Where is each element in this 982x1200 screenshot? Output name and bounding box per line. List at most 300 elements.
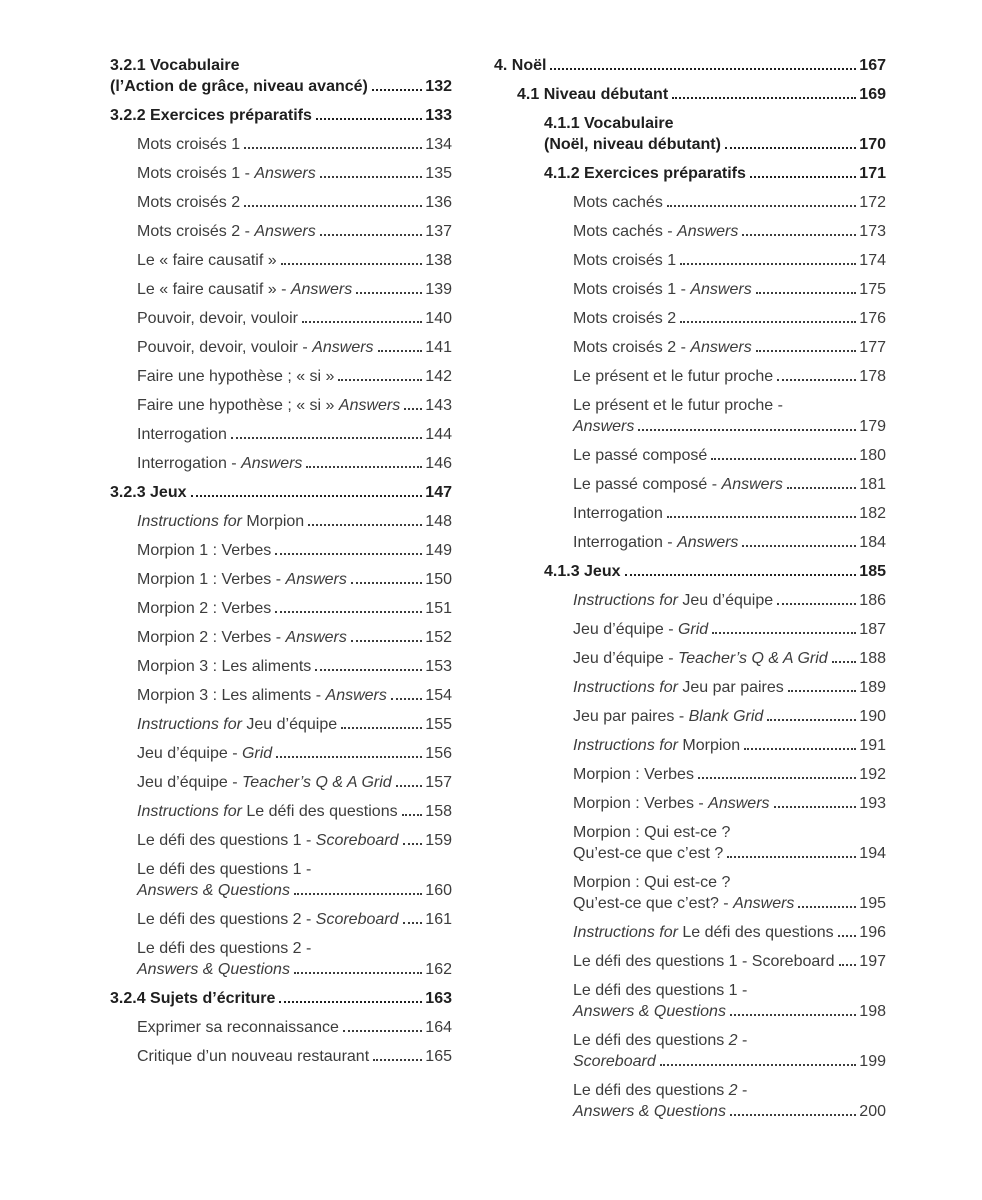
toc-entry: [573, 221, 886, 242]
dot-leader: [667, 205, 856, 207]
toc-entry: [137, 685, 452, 706]
toc-entry-line: [573, 872, 886, 893]
page-number: 172: [859, 194, 886, 211]
dot-leader: [244, 147, 422, 149]
dot-leader: [281, 263, 423, 265]
toc-entry: [137, 250, 452, 271]
toc-entry-line: [573, 677, 886, 698]
page-number: 161: [425, 911, 452, 928]
dot-leader: [306, 466, 422, 468]
page-number: 135: [425, 165, 452, 182]
toc-entry-line: [573, 221, 886, 242]
toc-entry-line: [573, 474, 886, 495]
dot-leader: [373, 1059, 422, 1061]
toc-entry-line: [137, 685, 452, 706]
dot-leader: [698, 777, 856, 779]
toc-entry-line: [137, 511, 452, 532]
page-number: 169: [859, 86, 886, 103]
toc-entry: [573, 503, 886, 524]
page-number: 158: [425, 803, 452, 820]
entry-title: Morpion 3 : Les aliments: [137, 658, 312, 675]
toc-entry-line: [573, 951, 886, 972]
entry-title: Scoreboard: [573, 1053, 656, 1070]
toc-entry: [137, 1017, 452, 1038]
page-number: 192: [859, 766, 886, 783]
entry-title: Morpion 2 : Verbes - Answers: [137, 629, 347, 646]
dot-leader: [276, 756, 422, 758]
dot-leader: [372, 89, 422, 91]
page-number: 156: [425, 745, 452, 762]
page-number: 190: [859, 708, 886, 725]
dot-leader: [315, 669, 422, 671]
toc-entry: [137, 337, 452, 358]
dot-leader: [777, 379, 856, 381]
entry-title: Mots croisés 1 - Answers: [137, 165, 316, 182]
dot-leader: [391, 698, 422, 700]
toc-entry-line: [573, 980, 886, 1001]
dot-leader: [660, 1064, 857, 1066]
dot-leader: [756, 292, 857, 294]
page-number: 142: [425, 368, 452, 385]
toc-entry: [573, 590, 886, 611]
entry-title: Morpion 2 : Verbes: [137, 600, 272, 617]
toc-entry-line: [110, 988, 452, 1009]
toc-entry-line: [517, 84, 886, 105]
toc-entry: [573, 279, 886, 300]
toc-entry-line: [137, 569, 452, 590]
toc-entry: [137, 569, 452, 590]
page-number: 173: [859, 223, 886, 240]
toc-entry-line: [137, 938, 452, 959]
entry-title: Jeu d’équipe - Grid: [573, 621, 709, 638]
toc-entry: [137, 279, 452, 300]
entry-title: Faire une hypothèse ; « si »: [137, 368, 335, 385]
dot-leader: [667, 516, 856, 518]
toc-entry-line: [110, 76, 452, 97]
entry-title: Le défi des questions 2 - Scoreboard: [137, 911, 399, 928]
toc-entry: [573, 474, 886, 495]
toc-entry-line: [573, 793, 886, 814]
dot-leader: [767, 719, 856, 721]
entry-title: Morpion 1 : Verbes - Answers: [137, 571, 347, 588]
toc-entry: [573, 192, 886, 213]
entry-title: Le défi des questions 1 -: [573, 982, 748, 999]
page-number: 185: [859, 563, 886, 580]
entry-title: (l’Action de grâce, niveau avancé): [110, 78, 368, 95]
toc-entry-line: [137, 959, 452, 980]
page-number: 189: [859, 679, 886, 696]
page-number: 154: [425, 687, 452, 704]
page-number: 159: [425, 832, 452, 849]
toc-entry: [137, 743, 452, 764]
entry-title: 3.2.4 Sujets d’écriture: [110, 990, 276, 1007]
dot-leader: [404, 408, 422, 410]
page-number: 138: [425, 252, 452, 269]
entry-title: Le défi des questions 1 - Scoreboard: [573, 953, 835, 970]
toc-entry-line: [573, 764, 886, 785]
entry-title: 4.1 Niveau débutant: [517, 86, 669, 103]
toc-entry: [573, 366, 886, 387]
dot-leader: [838, 935, 857, 937]
toc-entry-line: [544, 113, 886, 134]
page-number: 132: [425, 78, 452, 95]
toc-entry-line: [573, 706, 886, 727]
toc-entry: [544, 561, 886, 582]
entry-title: Le défi des questions 2 -: [573, 1032, 748, 1049]
page-number: 165: [425, 1048, 452, 1065]
toc-entry: [137, 656, 452, 677]
dot-leader: [244, 205, 422, 207]
toc-entry-line: [573, 1080, 886, 1101]
page-number: 143: [425, 397, 452, 414]
toc-entry: [573, 1030, 886, 1072]
toc-entry: [137, 192, 452, 213]
toc-entry-line: [137, 366, 452, 387]
toc-entry: [110, 55, 452, 97]
dot-leader: [396, 785, 423, 787]
toc-entry: [137, 627, 452, 648]
entry-title: Instructions for Le défi des questions: [573, 924, 834, 941]
dot-leader: [343, 1030, 422, 1032]
toc-entry: [137, 453, 452, 474]
entry-title: Qu’est-ce que c’est? - Answers: [573, 895, 795, 912]
dot-leader: [839, 964, 857, 966]
toc-entry-line: [137, 337, 452, 358]
entry-title: 3.2.2 Exercices préparatifs: [110, 107, 312, 124]
entry-title: Answers: [573, 418, 635, 435]
toc-entry-line: [544, 561, 886, 582]
entry-title: Le défi des questions 1 -: [137, 861, 312, 878]
toc-entry: [137, 308, 452, 329]
page-number: 163: [425, 990, 452, 1007]
entry-title: Mots croisés 1: [573, 252, 677, 269]
toc-entry-line: [573, 648, 886, 669]
entry-title: Le défi des questions 2 -: [573, 1082, 748, 1099]
entry-title: Instructions for Jeu par paires: [573, 679, 784, 696]
toc-entry-line: [573, 366, 886, 387]
toc-entry: [573, 395, 886, 437]
toc-entry-line: [573, 532, 886, 553]
toc-entry: [573, 793, 886, 814]
page-number: 179: [859, 418, 886, 435]
toc-entry-line: [137, 598, 452, 619]
dot-leader: [320, 234, 423, 236]
dot-leader: [316, 118, 422, 120]
dot-leader: [308, 524, 422, 526]
page-number: 177: [859, 339, 886, 356]
toc-entry-line: [573, 445, 886, 466]
dot-leader: [351, 640, 422, 642]
entry-title: Mots croisés 2 - Answers: [573, 339, 752, 356]
dot-leader: [191, 495, 423, 497]
toc-entry: [137, 221, 452, 242]
entry-title: Mots cachés: [573, 194, 663, 211]
dot-leader: [788, 690, 857, 692]
toc-entry: [137, 395, 452, 416]
dot-leader: [338, 379, 422, 381]
toc-entry-line: [137, 830, 452, 851]
entry-title: Morpion : Qui est-ce ?: [573, 824, 731, 841]
entry-title: Le présent et le futur proche: [573, 368, 774, 385]
toc-entry-line: [137, 1017, 452, 1038]
dot-leader: [672, 97, 856, 99]
entry-title: 4.1.1 Vocabulaire: [544, 115, 674, 132]
page-number: 155: [425, 716, 452, 733]
entry-title: Morpion 1 : Verbes: [137, 542, 272, 559]
page-number: 187: [859, 621, 886, 638]
entry-title: Mots croisés 2: [137, 194, 241, 211]
toc-entry: [137, 598, 452, 619]
toc-entry-line: [137, 743, 452, 764]
page-number: 146: [425, 455, 452, 472]
toc-entry: [137, 772, 452, 793]
entry-title: 4. Noël: [494, 57, 547, 74]
toc-entry: [110, 105, 452, 126]
toc-entry-line: [573, 1051, 886, 1072]
page-number: 150: [425, 571, 452, 588]
entry-title: Jeu d’équipe - Teacher’s Q & A Grid: [137, 774, 392, 791]
entry-title: Exprimer sa reconnaissance: [137, 1019, 339, 1036]
toc-entry-line: [137, 909, 452, 930]
toc-entry-line: [137, 714, 452, 735]
entry-title: Le défi des questions 2 -: [137, 940, 312, 957]
toc-entry-line: [573, 337, 886, 358]
dot-leader: [625, 574, 857, 576]
dot-leader: [638, 429, 856, 431]
toc-entry-line: [573, 893, 886, 914]
toc-entry: [517, 84, 886, 105]
page-number: 199: [859, 1053, 886, 1070]
dot-leader: [356, 292, 422, 294]
entry-title: Le défi des questions 1 - Scoreboard: [137, 832, 399, 849]
page-number: 162: [425, 961, 452, 978]
page-number: 174: [859, 252, 886, 269]
page-number: 193: [859, 795, 886, 812]
page-number: 136: [425, 194, 452, 211]
toc-entry: [573, 764, 886, 785]
dot-leader: [231, 437, 422, 439]
toc-entry-line: [573, 922, 886, 943]
toc-entry: [573, 337, 886, 358]
entry-title: Instructions for Jeu d’équipe: [573, 592, 774, 609]
dot-leader: [727, 856, 856, 858]
toc-entry: [573, 735, 886, 756]
toc-entry: [573, 308, 886, 329]
entry-title: 3.2.3 Jeux: [110, 484, 187, 501]
toc-entry-line: [544, 134, 886, 155]
page-number: 152: [425, 629, 452, 646]
dot-leader: [742, 545, 856, 547]
dot-leader: [711, 458, 856, 460]
entry-title: Answers & Questions: [137, 961, 290, 978]
page-number: 157: [425, 774, 452, 791]
entry-title: Critique d’un nouveau restaurant: [137, 1048, 370, 1065]
entry-title: Morpion 3 : Les aliments - Answers: [137, 687, 387, 704]
entry-title: Mots croisés 1: [137, 136, 241, 153]
page-number: 139: [425, 281, 452, 298]
dot-leader: [403, 922, 423, 924]
dot-leader: [730, 1014, 856, 1016]
toc-entry-line: [573, 503, 886, 524]
dot-leader: [275, 553, 422, 555]
toc-entry-line: [573, 1001, 886, 1022]
entry-title: 4.1.2 Exercices préparatifs: [544, 165, 746, 182]
toc-entry: [573, 445, 886, 466]
dot-leader: [777, 603, 856, 605]
dot-leader: [730, 1114, 856, 1116]
toc-entry: [137, 511, 452, 532]
page-number: 144: [425, 426, 452, 443]
toc-entry-line: [573, 822, 886, 843]
toc-entry: [573, 980, 886, 1022]
dot-leader: [712, 632, 856, 634]
dot-leader: [787, 487, 856, 489]
toc-entry: [137, 859, 452, 901]
toc-entry-line: [573, 735, 886, 756]
toc-entry-line: [137, 163, 452, 184]
toc-entry: [573, 922, 886, 943]
toc-entry: [137, 424, 452, 445]
entry-title: Answers & Questions: [573, 1003, 726, 1020]
entry-title: 4.1.3 Jeux: [544, 563, 621, 580]
entry-title: Mots croisés 2 - Answers: [137, 223, 316, 240]
toc-entry: [573, 532, 886, 553]
page-number: 182: [859, 505, 886, 522]
page-number: 178: [859, 368, 886, 385]
toc-entry: [573, 706, 886, 727]
page-number: 147: [425, 484, 452, 501]
toc-entry-line: [137, 453, 452, 474]
page-number: 160: [425, 882, 452, 899]
toc-entry-line: [573, 1030, 886, 1051]
page-number: 134: [425, 136, 452, 153]
page-number: 200: [859, 1103, 886, 1120]
toc-entry: [494, 55, 886, 76]
entry-title: Morpion : Verbes - Answers: [573, 795, 770, 812]
page-number: 195: [859, 895, 886, 912]
toc-entry: [137, 366, 452, 387]
entry-title: Interrogation - Answers: [137, 455, 303, 472]
page-number: 170: [859, 136, 886, 153]
toc-entry-line: [573, 590, 886, 611]
entry-title: Instructions for Morpion: [137, 513, 305, 530]
toc-entry-line: [110, 105, 452, 126]
toc-entry-line: [573, 192, 886, 213]
toc-entry-line: [137, 279, 452, 300]
toc-entry-line: [110, 482, 452, 503]
toc-entry-line: [110, 55, 452, 76]
dot-leader: [550, 68, 856, 70]
page-number: 186: [859, 592, 886, 609]
entry-title: Le passé composé - Answers: [573, 476, 783, 493]
page-number: 180: [859, 447, 886, 464]
toc-entry-line: [137, 395, 452, 416]
page-number: 149: [425, 542, 452, 559]
entry-title: Instructions for Jeu d’équipe: [137, 716, 338, 733]
toc-entry: [137, 540, 452, 561]
page-number: 175: [859, 281, 886, 298]
page-number: 188: [859, 650, 886, 667]
entry-title: Jeu par paires - Blank Grid: [573, 708, 764, 725]
page-number: 198: [859, 1003, 886, 1020]
toc-entry: [573, 648, 886, 669]
toc-entry-line: [573, 1101, 886, 1122]
toc-entry-line: [137, 424, 452, 445]
entry-title: Interrogation: [137, 426, 227, 443]
toc-entry-line: [137, 772, 452, 793]
entry-title: Interrogation - Answers: [573, 534, 739, 551]
page-number: 184: [859, 534, 886, 551]
page-number: 133: [425, 107, 452, 124]
toc-column-left: [110, 55, 452, 1130]
dot-leader: [832, 661, 857, 663]
entry-title: Le « faire causatif »: [137, 252, 277, 269]
toc-entry-line: [137, 134, 452, 155]
entry-title: Jeu d’équipe - Teacher’s Q & A Grid: [573, 650, 828, 667]
toc-entry-line: [544, 163, 886, 184]
entry-title: (Noël, niveau débutant): [544, 136, 721, 153]
page-number: 153: [425, 658, 452, 675]
toc-entry-line: [573, 308, 886, 329]
page-number: 151: [425, 600, 452, 617]
dot-leader: [774, 806, 857, 808]
dot-leader: [742, 234, 856, 236]
toc-entry: [573, 677, 886, 698]
toc-entry: [573, 1080, 886, 1122]
toc-entry: [137, 163, 452, 184]
dot-leader: [294, 972, 422, 974]
toc-entry-line: [137, 540, 452, 561]
toc-entry-line: [137, 192, 452, 213]
dot-leader: [294, 893, 422, 895]
dot-leader: [302, 321, 422, 323]
toc-entry-line: [137, 880, 452, 901]
dot-leader: [351, 582, 422, 584]
toc-entry: [137, 938, 452, 980]
toc-entry: [573, 872, 886, 914]
toc-entry-line: [573, 279, 886, 300]
toc-entry-line: [494, 55, 886, 76]
toc-entry-line: [573, 619, 886, 640]
page-number: 140: [425, 310, 452, 327]
page-number: 196: [859, 924, 886, 941]
dot-leader: [750, 176, 856, 178]
dot-leader: [275, 611, 422, 613]
page-number: 191: [859, 737, 886, 754]
page-number: 176: [859, 310, 886, 327]
dot-leader: [341, 727, 422, 729]
toc-entry-line: [137, 308, 452, 329]
entry-title: Interrogation: [573, 505, 663, 522]
dot-leader: [320, 176, 423, 178]
toc-entry: [573, 250, 886, 271]
page-number: 167: [859, 57, 886, 74]
toc-entry: [573, 822, 886, 864]
entry-title: Answers & Questions: [137, 882, 290, 899]
entry-title: Le « faire causatif » - Answers: [137, 281, 353, 298]
page-number: 164: [425, 1019, 452, 1036]
entry-title: Qu’est-ce que c’est ?: [573, 845, 724, 862]
page-number: 197: [859, 953, 886, 970]
entry-title: Answers & Questions: [573, 1103, 726, 1120]
toc-entry: [573, 619, 886, 640]
entry-title: Pouvoir, devoir, vouloir: [137, 310, 298, 327]
toc-entry: [137, 801, 452, 822]
entry-title: Morpion : Verbes: [573, 766, 694, 783]
toc-entry: [544, 113, 886, 155]
entry-title: Le passé composé: [573, 447, 708, 464]
toc-entry-line: [137, 221, 452, 242]
